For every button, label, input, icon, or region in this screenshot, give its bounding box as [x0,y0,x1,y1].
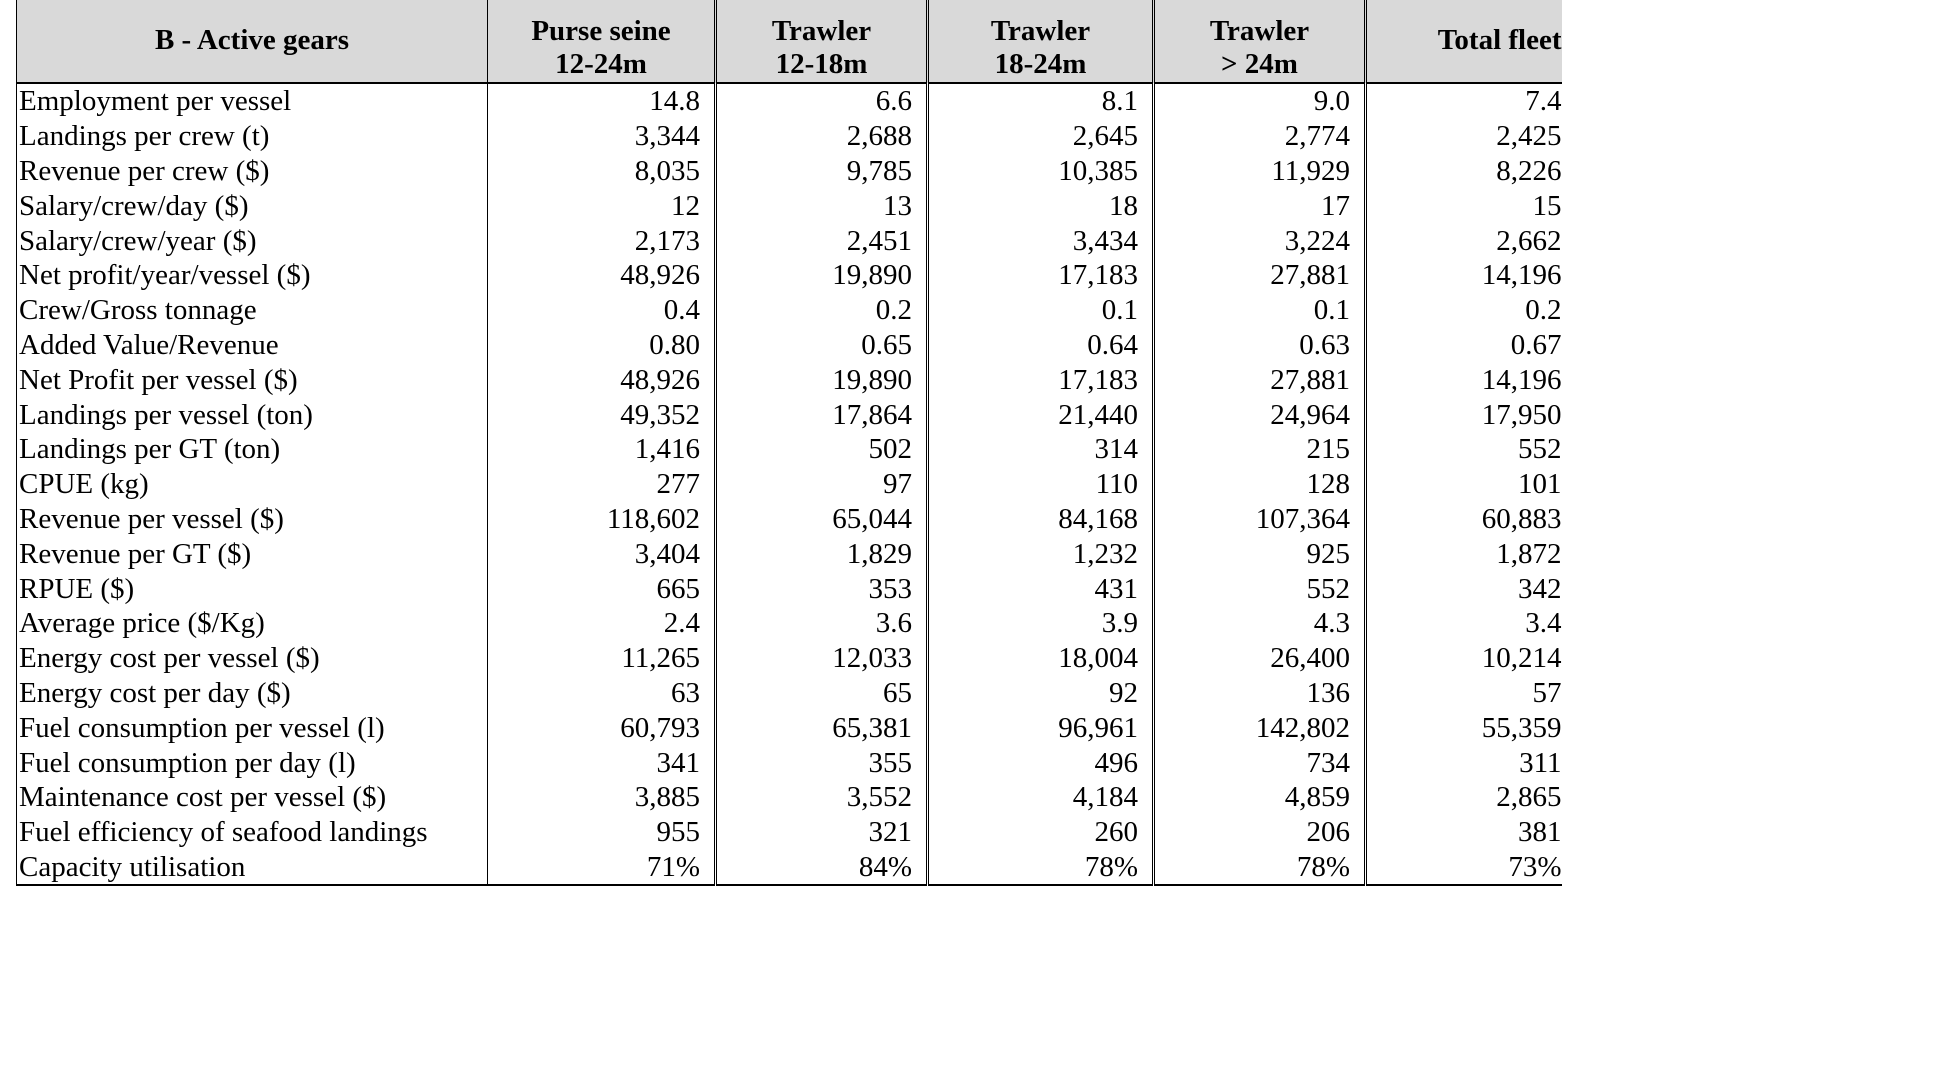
row-label: Added Value/Revenue [17,328,488,363]
header-active-gears [17,0,488,83]
table-cell: 2,865 [1366,780,1562,815]
table-cell: 19,890 [716,362,928,397]
table-cell: 118,602 [488,502,716,537]
table-row [17,223,1562,258]
table-cell: 11,929 [1154,154,1366,189]
table-cell: 431 [928,571,1154,606]
table-cell: 14,196 [1366,362,1562,397]
table-cell: 0.1 [928,293,1154,328]
table-cell: 381 [1366,815,1562,850]
row-label: Salary/crew/year ($) [17,223,488,258]
header-text-line: Trawler [990,15,1091,47]
table-cell: 341 [488,745,716,780]
table-row [17,502,1562,537]
table-row [17,432,1562,467]
row-label: Landings per GT (ton) [17,432,488,467]
table-cell: 14,196 [1366,258,1562,293]
table-cell: 311 [1366,745,1562,780]
table-cell: 552 [1154,571,1366,606]
table-cell: 3,434 [928,223,1154,258]
table-cell: 78% [1154,850,1366,886]
table-cell: 9,785 [716,154,928,189]
table-cell: 2,688 [716,119,928,154]
table-cell: 27,881 [1154,258,1366,293]
table-cell: 10,214 [1366,641,1562,676]
table-row [17,328,1562,363]
header-trawler-over-24m [1154,0,1366,83]
table-cell: 84% [716,850,928,886]
table-row [17,397,1562,432]
table-cell: 9.0 [1154,83,1366,119]
table-cell: 57 [1366,676,1562,711]
active-gears-table [16,0,1562,886]
table-cell: 13 [716,188,928,223]
table-cell: 0.2 [1366,293,1562,328]
table-row [17,188,1562,223]
table-cell: 2,662 [1366,223,1562,258]
row-label: CPUE (kg) [17,467,488,502]
table-cell: 3.6 [716,606,928,641]
table-cell: 24,964 [1154,397,1366,432]
header-text-line: Purse seine [531,15,671,47]
table-row [17,676,1562,711]
table-cell: 21,440 [928,397,1154,432]
table-cell: 0.80 [488,328,716,363]
table-cell: 3,885 [488,780,716,815]
table-row [17,571,1562,606]
table-cell: 0.63 [1154,328,1366,363]
table-cell: 26,400 [1154,641,1366,676]
header-text-line: Trawler [771,15,872,47]
table-cell: 84,168 [928,502,1154,537]
table-cell: 4,859 [1154,780,1366,815]
table-cell: 2,645 [928,119,1154,154]
header-text-line: 12-24m [555,48,647,80]
table-row [17,606,1562,641]
table-cell: 4,184 [928,780,1154,815]
header-trawler-18-24m [928,0,1154,83]
table-cell: 71% [488,850,716,886]
table-cell: 11,265 [488,641,716,676]
header-purse-seine-12-24m [488,0,716,83]
table-cell: 1,829 [716,536,928,571]
row-label: Landings per vessel (ton) [17,397,488,432]
table-row [17,258,1562,293]
table-cell: 665 [488,571,716,606]
table-cell: 101 [1366,467,1562,502]
row-label: Crew/Gross tonnage [17,293,488,328]
table-cell: 49,352 [488,397,716,432]
header-row [17,0,1562,83]
table-row [17,362,1562,397]
table-row [17,710,1562,745]
row-label: Landings per crew (t) [17,119,488,154]
table-cell: 8,035 [488,154,716,189]
row-label: Net profit/year/vessel ($) [17,258,488,293]
table-row [17,119,1562,154]
table-cell: 17 [1154,188,1366,223]
table-cell: 3.9 [928,606,1154,641]
row-label: Energy cost per day ($) [17,676,488,711]
table-cell: 17,864 [716,397,928,432]
table-cell: 1,232 [928,536,1154,571]
table-cell: 65,044 [716,502,928,537]
header-text-line: > 24m [1221,48,1298,80]
table-cell: 496 [928,745,1154,780]
table-cell: 215 [1154,432,1366,467]
table-cell: 321 [716,815,928,850]
row-label: RPUE ($) [17,571,488,606]
table-row [17,154,1562,189]
table-cell: 2.4 [488,606,716,641]
table-cell: 15 [1366,188,1562,223]
row-label: Energy cost per vessel ($) [17,641,488,676]
table-cell: 0.4 [488,293,716,328]
table-cell: 128 [1154,467,1366,502]
table-row [17,536,1562,571]
header-total-fleet [1366,0,1562,83]
table-cell: 14.8 [488,83,716,119]
table-cell: 0.1 [1154,293,1366,328]
table-cell: 19,890 [716,258,928,293]
table-cell: 277 [488,467,716,502]
table-row [17,815,1562,850]
table-cell: 2,173 [488,223,716,258]
table-cell: 73% [1366,850,1562,886]
table-cell: 17,183 [928,258,1154,293]
table-cell: 96,961 [928,710,1154,745]
row-label: Fuel consumption per day (l) [17,745,488,780]
table-cell: 60,883 [1366,502,1562,537]
table-body [17,83,1562,885]
table-cell: 136 [1154,676,1366,711]
table-cell: 3,552 [716,780,928,815]
table-cell: 502 [716,432,928,467]
header-trawler-12-18m [716,0,928,83]
table-cell: 8.1 [928,83,1154,119]
table-row [17,780,1562,815]
table-cell: 63 [488,676,716,711]
table-cell: 97 [716,467,928,502]
table-cell: 7.4 [1366,83,1562,119]
table-cell: 3,404 [488,536,716,571]
row-label: Salary/crew/day ($) [17,188,488,223]
row-label: Maintenance cost per vessel ($) [17,780,488,815]
table-cell: 18 [928,188,1154,223]
table-cell: 110 [928,467,1154,502]
table-cell: 2,451 [716,223,928,258]
table-cell: 955 [488,815,716,850]
header-text-line: 12-18m [775,48,868,80]
header-text-line: Total fleet [1437,23,1562,56]
table-cell: 552 [1366,432,1562,467]
table-cell: 355 [716,745,928,780]
row-label: Capacity utilisation [17,850,488,886]
table-cell: 1,872 [1366,536,1562,571]
table-cell: 6.6 [716,83,928,119]
table-cell: 107,364 [1154,502,1366,537]
row-label: Revenue per crew ($) [17,154,488,189]
header-text-line: 18-24m [994,48,1087,80]
table-cell: 260 [928,815,1154,850]
row-label: Average price ($/Kg) [17,606,488,641]
table-row [17,641,1562,676]
table-cell: 8,226 [1366,154,1562,189]
table-cell: 65,381 [716,710,928,745]
table-cell: 4.3 [1154,606,1366,641]
table-cell: 1,416 [488,432,716,467]
table-cell: 142,802 [1154,710,1366,745]
table-cell: 18,004 [928,641,1154,676]
table-cell: 12 [488,188,716,223]
table-cell: 0.64 [928,328,1154,363]
table-cell: 314 [928,432,1154,467]
table-cell: 3,224 [1154,223,1366,258]
table-cell: 27,881 [1154,362,1366,397]
table-cell: 2,425 [1366,119,1562,154]
table-row [17,293,1562,328]
table-row [17,467,1562,502]
table-cell: 10,385 [928,154,1154,189]
table-cell: 78% [928,850,1154,886]
table-cell: 353 [716,571,928,606]
row-label: Fuel efficiency of seafood landings [17,815,488,850]
row-label: Fuel consumption per vessel (l) [17,710,488,745]
table-cell: 48,926 [488,362,716,397]
row-label: Net Profit per vessel ($) [17,362,488,397]
row-label: Employment per vessel [17,83,488,119]
row-label: Revenue per GT ($) [17,536,488,571]
table-cell: 92 [928,676,1154,711]
table-row [17,83,1562,119]
table-cell: 3.4 [1366,606,1562,641]
table-cell: 17,950 [1366,397,1562,432]
table-cell: 60,793 [488,710,716,745]
table-cell: 17,183 [928,362,1154,397]
table-cell: 925 [1154,536,1366,571]
table-cell: 55,359 [1366,710,1562,745]
row-label: Revenue per vessel ($) [17,502,488,537]
table-cell: 206 [1154,815,1366,850]
table-cell: 734 [1154,745,1366,780]
table-cell: 342 [1366,571,1562,606]
table-cell: 12,033 [716,641,928,676]
table-cell: 0.2 [716,293,928,328]
table-cell: 2,774 [1154,119,1366,154]
table-row [17,850,1562,886]
table-header [17,0,1562,83]
table-cell: 65 [716,676,928,711]
table-cell: 0.67 [1366,328,1562,363]
table-cell: 0.65 [716,328,928,363]
table-row [17,745,1562,780]
table-cell: 3,344 [488,119,716,154]
header-text-line: B - Active gears [154,23,350,56]
header-text-line: Trawler [1209,15,1310,47]
table-cell: 48,926 [488,258,716,293]
